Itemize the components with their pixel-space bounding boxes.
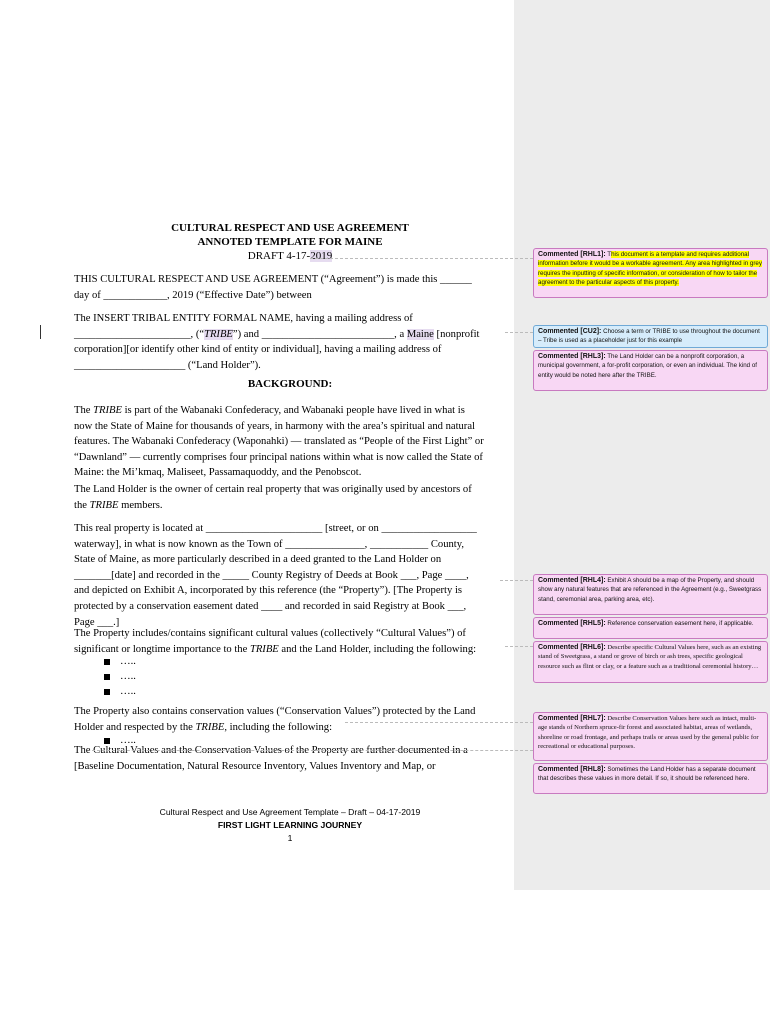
paragraph-line: significant or longtime importance to the TRIBE and the Land Holder, including the following: [74,643,477,655]
comment-connector [500,580,533,581]
cultural-bullet[interactable] [104,671,136,682]
paragraph-line: “Dawnland” — currently comprises four principal nations within what is now called the State of [74,451,483,463]
cultural-bullet[interactable] [104,656,136,667]
document-title: CULTURAL RESPECT AND USE AGREEMENT [171,222,409,234]
comment-label: Commented [RHL1]: [538,251,606,258]
paragraph-line: The TRIBE is part of the Wabanaki Confederacy, and Wabanaki people have lived in what is [74,405,465,416]
comment-rhl3[interactable] [533,350,768,391]
comment-label: Commented [RHL5]: [538,620,606,627]
paragraph-line: Page ___.] [74,616,120,628]
parties-line: corporation][or identify other kind of entity or individual], having a mailing address of [74,344,442,356]
comment-text: The Land Holder can be a nonprofit corporation, a municipal government, a for-profit corporation, or even an individual. The kind of entity would be noted here after the TRIBE. [538,353,757,379]
intro-line: day of ____________, 2019 (“Effective Date”) between [74,289,312,301]
paragraph-line: The Land Holder is the owner of certain real property that was originally used by ancestors of [74,484,472,495]
comment-label: Commented [RHL8]: [538,766,606,773]
comment-label: Commented [RHL7]: [538,715,606,722]
comment-label: Commented [RHL6]: [538,644,606,651]
tribe-term: TRIBE [195,721,225,733]
draft-year[interactable]: 2019 [310,250,333,262]
tribe-term: TRIBE [249,643,279,655]
property-location-paragraph[interactable] [74,521,514,630]
comment-text: Exhibit A should be a map of the Property, and should show any natural features that are referenced in the Agreement (e.g., Sweetgrass stand, ceremonial area, parking area, etc). [538,577,762,603]
comment-text: Describe specific Cultural Values here, such as an existing stand of Sweetgrass, a stand or grove of birch or ash trees, specific geological resource such as flint or clay, or a feature such as a traditional ceremonial history… [538,644,762,670]
parties-text: [nonprofit [433,328,480,340]
comment-label: Commented [RHL4]: [538,577,606,584]
page-footer [0,806,580,845]
paragraph-line: The Cultural Values and the Conservation Values of the Property are further documented in a [74,745,468,756]
comment-rhl4[interactable] [533,574,768,615]
parties-text: ______________________, (“ [74,328,205,340]
paragraph-line: State of Maine, as more particularly described in a deed granted to the Land Holder on [74,554,442,566]
comment-label: Commented [CU2]: [538,328,602,335]
comment-text: Sometimes the Land Holder has a separate document that describes these values in more detail. If so, it should be referenced here. [538,766,756,783]
comment-rhl8[interactable] [533,763,768,794]
draft-prefix: DRAFT 4-17- [247,250,311,262]
comment-rhl5[interactable] [533,617,768,639]
paragraph-line: _______[date] and recorded in the _____ County Registry of Deeds at Book ___, Page ____, [74,569,469,581]
square-bullet-icon [104,689,110,695]
comment-rhl7[interactable] [533,712,768,761]
draft-date [0,250,580,262]
square-bullet-icon [104,659,110,665]
land-holder-paragraph[interactable] [74,482,514,513]
bullet-text: ….. [120,686,136,697]
intro-line: THIS CULTURAL RESPECT AND USE AGREEMENT (“Agreement”) is made this ______ [74,274,472,285]
bullet-text: ….. [120,671,136,682]
paragraph-line: This real property is located at ______________________ [street, or on __________________ [74,523,477,534]
page-number: 1 [287,833,293,843]
square-bullet-icon [104,674,110,680]
paragraph-line: The Property also contains conservation values (“Conservation Values”) protected by the Land [74,706,476,717]
paragraph-line: now the State of Maine for thousands of years, in harmony with the area’s spiritual and natural [74,420,475,432]
comment-rhl6[interactable] [533,641,768,683]
comment-connector [92,750,533,751]
paragraph-line: waterway], in what is now known as the Town of _______________, ___________ County, [74,538,465,550]
text-cursor [40,325,41,339]
paragraph-line: protected by a conservation easement dated ____ and recorded in said Registry at Book ___, [74,600,467,612]
comment-connector [505,332,533,333]
tribe-term: TRIBE [93,405,122,416]
comment-label: Commented [RHL3]: [538,353,606,360]
parties-line [74,327,514,343]
parties-line: _____________________ (“Land Holder”). [74,359,261,371]
background-heading: BACKGROUND: [247,378,333,390]
cultural-bullet[interactable] [104,686,136,697]
document-subtitle: ANNOTED TEMPLATE FOR MAINE [197,236,383,248]
paragraph-line: features. The Wabanaki Confederacy (Waponahki) — translated as “People of the First Light” or [74,436,484,448]
footer-line: FIRST LIGHT LEARNING JOURNEY [217,820,363,830]
paragraph-line: [Baseline Documentation, Natural Resource Inventory, Values Inventory and Map, or [74,760,436,772]
parties-paragraph[interactable] [74,311,514,373]
bullet-text: ….. [120,656,136,667]
bullet-text: ….. [120,735,136,746]
tribe-term: TRIBE [89,499,119,511]
comment-connector [310,258,533,259]
paragraph-line: Maine: the Mi’kmaq, Maliseet, Passamaquoddy, and the Penobscot. [74,467,362,479]
comment-text: Describe Conservation Values here such as intact, multi-age stands of Northern spruce-fir forest and associated habitat, areas of wetlands, shoreline or road frontage, and perhaps trails or areas used by the general public for recreational or educational purposes. [538,715,759,751]
comment-text-highlighted: his document is a template and requires additional information before it would be a workable agreement. Any area highlighted in grey requires the inputting of specific information, or consideration of how to tailor the agreement to the particular aspects of this property. [538,251,762,287]
comment-text: T [605,251,612,258]
wabanaki-paragraph[interactable] [74,403,514,481]
conservation-values-paragraph[interactable] [74,704,514,735]
parties-line: The INSERT TRIBAL ENTITY FORMAL NAME, having a mailing address of [74,313,413,324]
paragraph-line: The Property includes/contains significant cultural values (collectively “Cultural Values”) of [74,628,466,639]
comment-rhl1[interactable] [533,248,768,298]
comment-text: Choose a term or TRIBE to use throughout the document – Tribe is used as a placeholder just for this example [538,328,760,345]
parties-text: ”) and _________________________, a [232,328,407,340]
tribe-term[interactable]: TRIBE [204,328,233,340]
comment-text: Reference conservation easement here, if applicable. [605,620,754,627]
comment-connector [505,646,533,647]
intro-paragraph[interactable] [74,272,514,303]
comment-cu2[interactable] [533,325,768,348]
paragraph-line: and depicted on Exhibit A, incorporated by this reference (the “Property”). [The Property is [74,585,463,597]
cultural-values-paragraph[interactable] [74,626,514,657]
paragraph-line: Holder and respected by the TRIBE, including the following: [74,721,333,733]
comment-connector [345,722,533,723]
paragraph-line: the TRIBE members. [74,499,163,511]
maine-term[interactable]: Maine [406,328,434,340]
footer-line: Cultural Respect and Use Agreement Template – Draft – 04-17-2019 [159,807,421,817]
documentation-paragraph[interactable] [74,743,514,774]
